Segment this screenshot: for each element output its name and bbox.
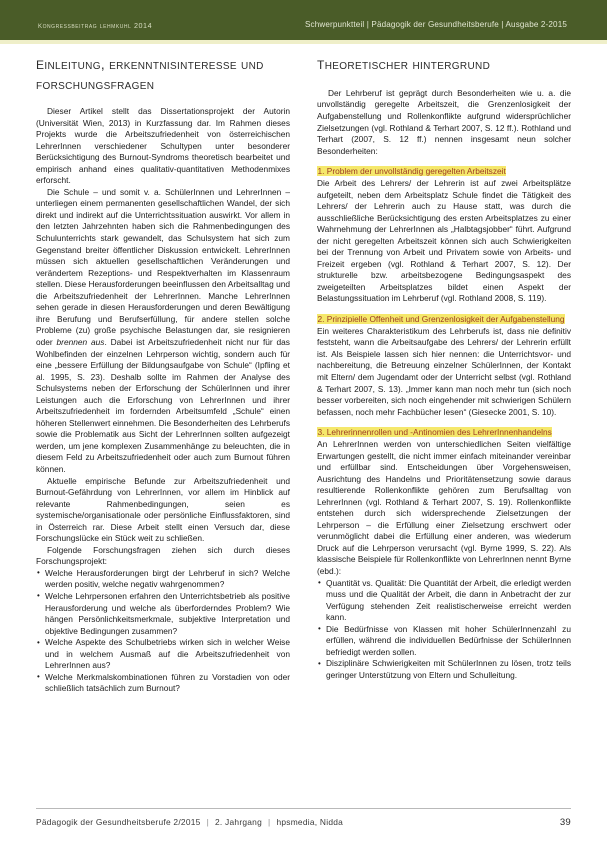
- footer-journal: Pädagogik der Gesundheitsberufe 2/2015: [36, 817, 201, 827]
- footer-separator-2: |: [268, 817, 271, 827]
- page-number: 39: [559, 817, 571, 828]
- paragraph-research-questions-lead: Folgende Forschungsfragen ziehen sich durch dieses Forschungsprojekt:: [36, 544, 290, 567]
- subheading-2-text: 2. Prinzipielle Offenheit und Grenzenlosigkeit der Aufgabenstellung: [317, 314, 565, 325]
- left-column: [36, 54, 290, 695]
- list-item: • Welche Lehrpersonen erfahren den Unterrichtsbetrieb als positive Herausforderung und welche als überforderndes Problem? Wie hängen Persönlichkeitsmerkmale, subjektive Interpretation und objektive Bedingungen zusammen?: [36, 591, 290, 637]
- footer-left: [36, 817, 343, 827]
- list-item: • Welche Aspekte des Schulbetriebs wirken sich in welcher Weise und in welchem Ausmaß auf die Arbeitszufriedenheit von LehrerInnen aus?: [36, 637, 290, 672]
- subheading-1-text: 1. Problem der unvollständig geregelten Arbeitszeit: [317, 166, 506, 177]
- footer-volume: 2. Jahrgang: [215, 817, 262, 827]
- left-section-title: einleitung, erkenntnisinteresse und forschungsfragen: [36, 55, 264, 92]
- subheading-3: [317, 427, 571, 438]
- footer-publisher: hpsmedia, Nidda: [276, 817, 344, 827]
- running-head-right: Schwerpunktteil | Pädagogik der Gesundheitsberufe | Ausgabe 2-2015: [304, 20, 567, 29]
- right-column: [317, 54, 571, 681]
- paragraph-theory-intro: Der Lehrberuf ist geprägt durch Besonderheiten wie u. a. die unvollständig geregelte Arbeitszeit, die Grenzenlosigkeit der Aufgabenstellung und Rollenkonflikte aufgrund widersprüchlicher Zielsetzungen (vgl. Rothland & Terhart 2007, S. 12 ff.). Rothland und Terhart (2007, S. 12 ff.) nennen insgesamt neun solcher Besonderheiten:: [317, 87, 571, 156]
- list-item: • Quantität vs. Qualität: Die Quantität der Arbeit, die erledigt werden muss und die Qualität der Arbeit, die dann in Anbetracht der zur Verfügung stehenden Zeit realistischerweise erreicht werden kann.: [317, 578, 571, 624]
- italic-phrase-brennen-aus: brennen aus: [56, 336, 105, 347]
- paragraph-school-change: [36, 187, 290, 476]
- list-item: • Die Bedürfnisse von Klassen mit hoher SchülerInnenzahl zu erfüllen, während die individuellen Bedürfnisse der SchülerInnen befriedigt werden sollen.: [317, 624, 571, 659]
- paragraph-section-1: Die Arbeit des Lehrers/ der Lehrerin ist auf zwei Arbeitsplätze aufgeteilt, neben dem Arbeitsplatz Schule findet die Tätigkeit des Lehrers/ der Lehrerin auch zu Hause statt, was durch die ausschließliche Berücksichtigung des ersten Arbeitsplatzes zu einer Wahrnehmung der LehrerInnen als „Halbtagsjobber“ führt. Aufgrund der nicht geregelten Arbeitszeit können sich auch Schwierigkeiten bei der Trennung von Arbeit und Privatem sowie von Arbeits- und Freizeit ergeben (vgl. Rothland & Terhart 2007, S. 12). Der strukturelle bzw. arbeitsbezogene Bedingungsaspekt des zweigeteilten Arbeitsplatzes bildet einen Aspekt der Belastungssituation im Lehrberuf (vgl. Rothland 2008, S. 119).: [317, 178, 571, 304]
- paragraph-empirical-findings: Aktuelle empirische Befunde zur Arbeitszufriedenheit und Burnout-Gefährdung von LehrerInnen, vor allem im Hinblick auf relevante Rahmenbedingungen, seien es systemische/organisationale oder persönliche Einflussfaktoren, sind in Österreich rar. Diese Arbeit stellt einen Versuch dar, diese Forschungslücke ein Stück weit zu schließen.: [36, 475, 290, 544]
- page-footer: [36, 817, 571, 831]
- paragraph-intro: Dieser Artikel stellt das Dissertationsprojekt der Autorin (Universität Wien, 2013) in Kurzfassung dar. Im Rahmen dieses Projekts wurde die Arbeitszufriedenheit von österreichischen LehrerInnen verschiedener Schultypen unter besonderer Berücksichtigung des Burnout-Syndroms theoretisch bearbeitet und empirisch anhand eines qualitativ-quantitativen Methodenmixes erforscht.: [36, 106, 290, 186]
- subheading-1: [317, 166, 571, 177]
- paragraph-school-change-text: Die Schule – und somit v. a. SchülerInnen und LehrerInnen – unterliegen einem permanenten gesellschaftlichen Wandel, der sich direkt und indirekt auf die Unterrichtssituation auswirkt. Vor allem in den letzten Jahrzehnten haben sich die Rahmenbedingungen des Schulunterrichts stark gewandelt, das Schulsystem hat sich zum Gegenstand breiter öffentlicher Diskussion entwickelt. LehrerInnen müssen sich aktuellen gesellschaftlichen Veränderungen und verändertem Rezeptions- und Respektverhalten im Klassenraum stellen. Diese Herausforderungen beeinflussen den Arbeitsalltag und die Arbeitszufriedenheit der LehrerInnen. Manche LehrerInnen sehen gerade in diesen Herausforderungen und deren Bewältigung ihre Berufung und Berufserfüllung, für andere stellen solche Probleme (zu) große psychische Belastungen dar, sie resignieren oder: [36, 186, 290, 347]
- subheading-2: [317, 314, 571, 325]
- paragraph-section-2: Ein weiteres Charakteristikum des Lehrberufs ist, dass nie definitiv feststeht, wann die Arbeitsaufgabe des Lehrers/ der Lehrerin erfüllt ist. Als Beispiele lassen sich hier nennen: die Unterrichtsvor- und nachbereitung, die Betreuung einzelner SchülerInnen, der Kontakt mit Eltern/ dem Jugendamt oder der Unterricht selbst (vgl. Rothland & Terhart 2007, S. 13). „Immer kann man noch mehr tun (sich noch besser vorbereiten, sich noch eingehender mit schwierigen Schülern befassen, noch mehr Fachbücher lesen“ (Giesecke 2001, S. 10).: [317, 325, 571, 417]
- footer-divider: [36, 808, 571, 809]
- running-head-bar: [0, 0, 607, 44]
- subheading-3-text: 3. Lehrerinnenrollen und -Antinomien des LehrerInnenhandelns: [317, 427, 552, 438]
- list-item: • Welche Merkmalskombinationen führen zu Vorstadien von oder schließlich tatsächlich zum Burnout?: [36, 672, 290, 695]
- running-head-left: kongressbeitrag lehmkuhl 2014: [38, 20, 153, 30]
- paragraph-section-3: An LehrerInnen werden von unterschiedlichen Seiten vielfältige Erwartungen gestellt, die nicht immer einfach miteinander vereinbar und erfüllbar sind. Entscheidungen über Vorgehensweisen, Ausrichtung des Handelns und Prioritätensetzung sowie daraus resultierende Rollenkonflikte gehören zum Berufsalltag von LehrerInnen (vgl. Rothland & Terhart 2007, S. 19). Rollenkonflikte entstehen durch sich widersprechende Zielsetzungen der Lehrperson – die Erfüllung einer Zielsetzung erschwert oder verunmöglicht dabei die Erfüllung einer anderen, was wiederum Druck auf die Lehrperson verursacht (vgl. Byrne 1999, S. 22). Als klassische Beispiele für Rollenkonflikte von LehrerInnen nennt Byrne (ebd.):: [317, 439, 571, 577]
- footer-separator-1: |: [206, 817, 209, 827]
- right-section-title: theoretischer hintergrund: [317, 55, 491, 73]
- running-head-rule: [0, 40, 607, 44]
- paragraph-school-change-rest: . Dabei ist Arbeitszufriedenheit nicht nur für das Wohlbefinden der einzelnen Lehrperson wichtig, sondern auch für eine „bessere Erfüllung der Bildungsaufgabe von Schule“ (Ipfling et al. 1995, S. 23). Deshalb sollte im Rahmen der Analyse des Schulsystems neben der Erforschung der SchülerInnen und ihrer Leistungen auch die Erforschung von LehrerInnen und ihrer Arbeitszufriedenheit im fordernden Arbeitsumfeld „Schule“ einen höheren Stellenwert einnehmen. Die Besonderheiten des Lehrberufs sowie die Problematik aus Sicht der LehrerInnen sollten aufgezeigt werden, um jene komplexen Zusammenhänge zu beleuchten, die in diesem Feld zu Arbeitszufriedenheit oder auch zum Burnout führen können.: [36, 336, 290, 474]
- list-item: • Welche Herausforderungen birgt der Lehrberuf in sich? Welche werden positiv, welche negativ wahrgenommen?: [36, 568, 290, 591]
- list-item: • Disziplinäre Schwierigkeiten mit SchülerInnen zu lösen, trotz teils geringer Unterstützung von Eltern und Schulleitung.: [317, 658, 571, 681]
- role-conflicts-list: [317, 578, 571, 682]
- research-questions-list: [36, 568, 290, 695]
